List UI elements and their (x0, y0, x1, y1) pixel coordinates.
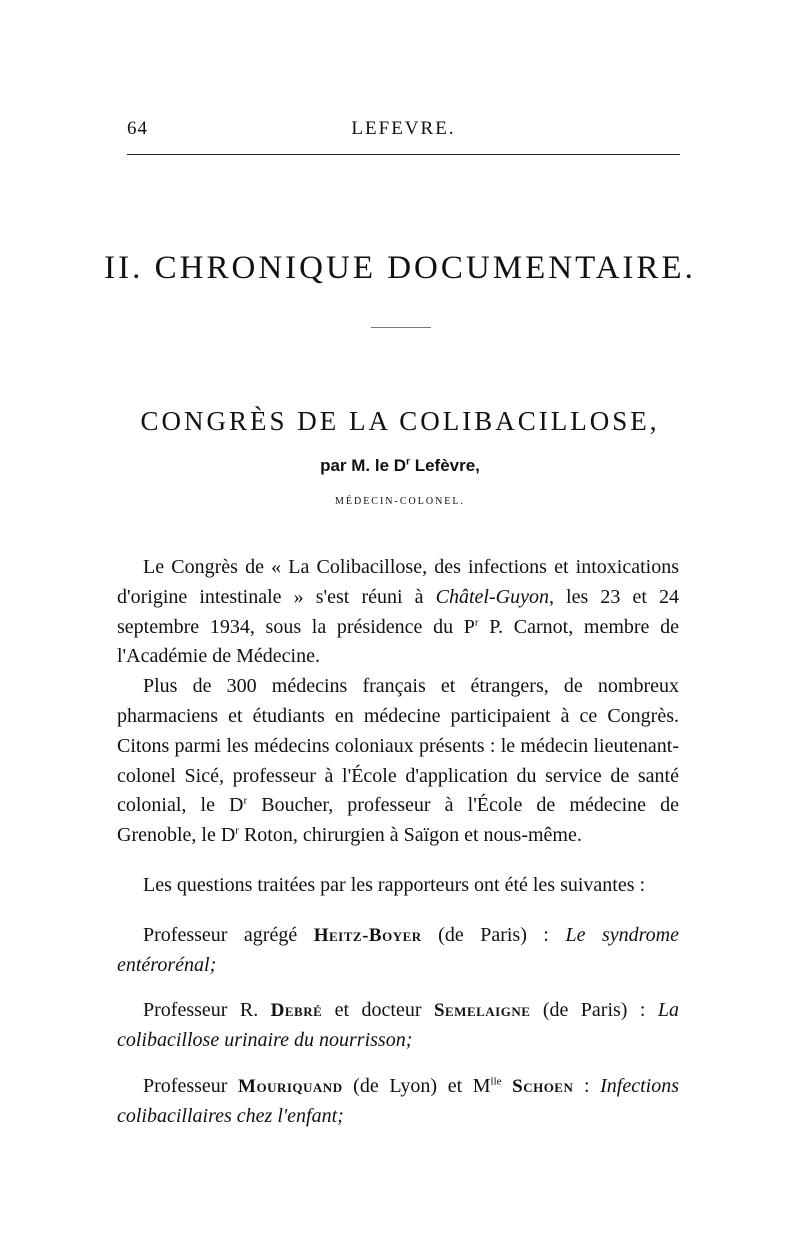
report-2 (117, 996, 679, 1056)
report-2-middle-a: et docteur (322, 999, 434, 1022)
article-body (117, 553, 679, 1132)
report-2-title: La colibacillose urinaire du nourrisson; (117, 999, 679, 1052)
report-2-name-2: Semelaigne (433, 1000, 531, 1022)
byline-prefix: par M. le D (320, 456, 407, 475)
report-1-prefix: Professeur agrégé (143, 923, 314, 946)
report-3-sup: lle (490, 1075, 502, 1088)
paragraph-3: Les questions traitées par les rapporteurs ont été les suivantes : (143, 873, 646, 896)
report-2-middle-b: (de Paris) : (530, 999, 658, 1022)
report-3-middle-a: (de Lyon) et M (342, 1074, 491, 1097)
p1-sup: r (474, 615, 479, 628)
section-title: II. CHRONIQUE DOCUMENTAIRE. (104, 250, 696, 286)
paragraph-1 (117, 553, 679, 672)
p2-text-c: Roton, chirurgien à Saïgon et nous-même. (238, 824, 582, 847)
report-1 (117, 921, 679, 981)
author-rank: MÉDECIN-COLONEL. (334, 496, 466, 507)
running-title: LEFEVRE. (351, 118, 456, 139)
byline-sup: r (406, 456, 410, 468)
report-3-title: Infections colibacillaires chez l'enfant; (117, 1074, 680, 1127)
p2-sup-1: r (243, 794, 248, 807)
running-header (127, 118, 680, 140)
report-3 (117, 1072, 679, 1132)
p2-text-b: Boucher, professeur à l'École de médecine de Grenoble, le D (117, 794, 679, 847)
page-number: 64 (127, 118, 148, 139)
report-3-name-2: Schoen (512, 1075, 574, 1097)
report-1-name: Heitz-Boyer (313, 924, 422, 946)
report-1-title: Le syndrome entérorénal; (117, 923, 679, 976)
article-title: CONGRÈS DE LA COLIBACILLOSE, (140, 406, 660, 436)
report-2-prefix: Professeur R. (143, 999, 271, 1022)
section-divider (371, 327, 431, 328)
report-3-middle-c: : (573, 1074, 601, 1097)
paragraph-2 (117, 672, 679, 851)
p1-text-b: les 23 et 24 septembre 1934, sous la présidence du P (117, 585, 680, 638)
byline-name: Lefèvre, (409, 456, 480, 475)
report-3-name: Mouriquand (238, 1075, 343, 1097)
p1-text-c: P. Carnot, membre de l'Académie de Médecine. (117, 615, 679, 668)
header-rule (127, 154, 680, 155)
p2-sup-2: r (235, 824, 239, 837)
byline (100, 456, 700, 476)
report-3-middle-b (502, 1075, 513, 1097)
p1-text-a: Le Congrès de « La Colibacillose, des infections et intoxications d'origine intestinale » s'est réuni à (117, 556, 679, 608)
report-2-name: Debré (270, 1000, 323, 1022)
p2-text-a: Plus de 300 médecins français et étrangers, de nombreux pharmaciens et étudiants en médecine participaient à ce Congrès. Citons parmi les médecins coloniaux présents : le médecin lieutenant-colonel Sicé, professeur à l'École d'application du service de santé colonial, le D (117, 675, 679, 817)
report-3-prefix: Professeur (143, 1074, 239, 1097)
p1-place: Châtel-Guyon, (435, 585, 554, 608)
report-1-middle: (de Paris) : (421, 923, 566, 946)
